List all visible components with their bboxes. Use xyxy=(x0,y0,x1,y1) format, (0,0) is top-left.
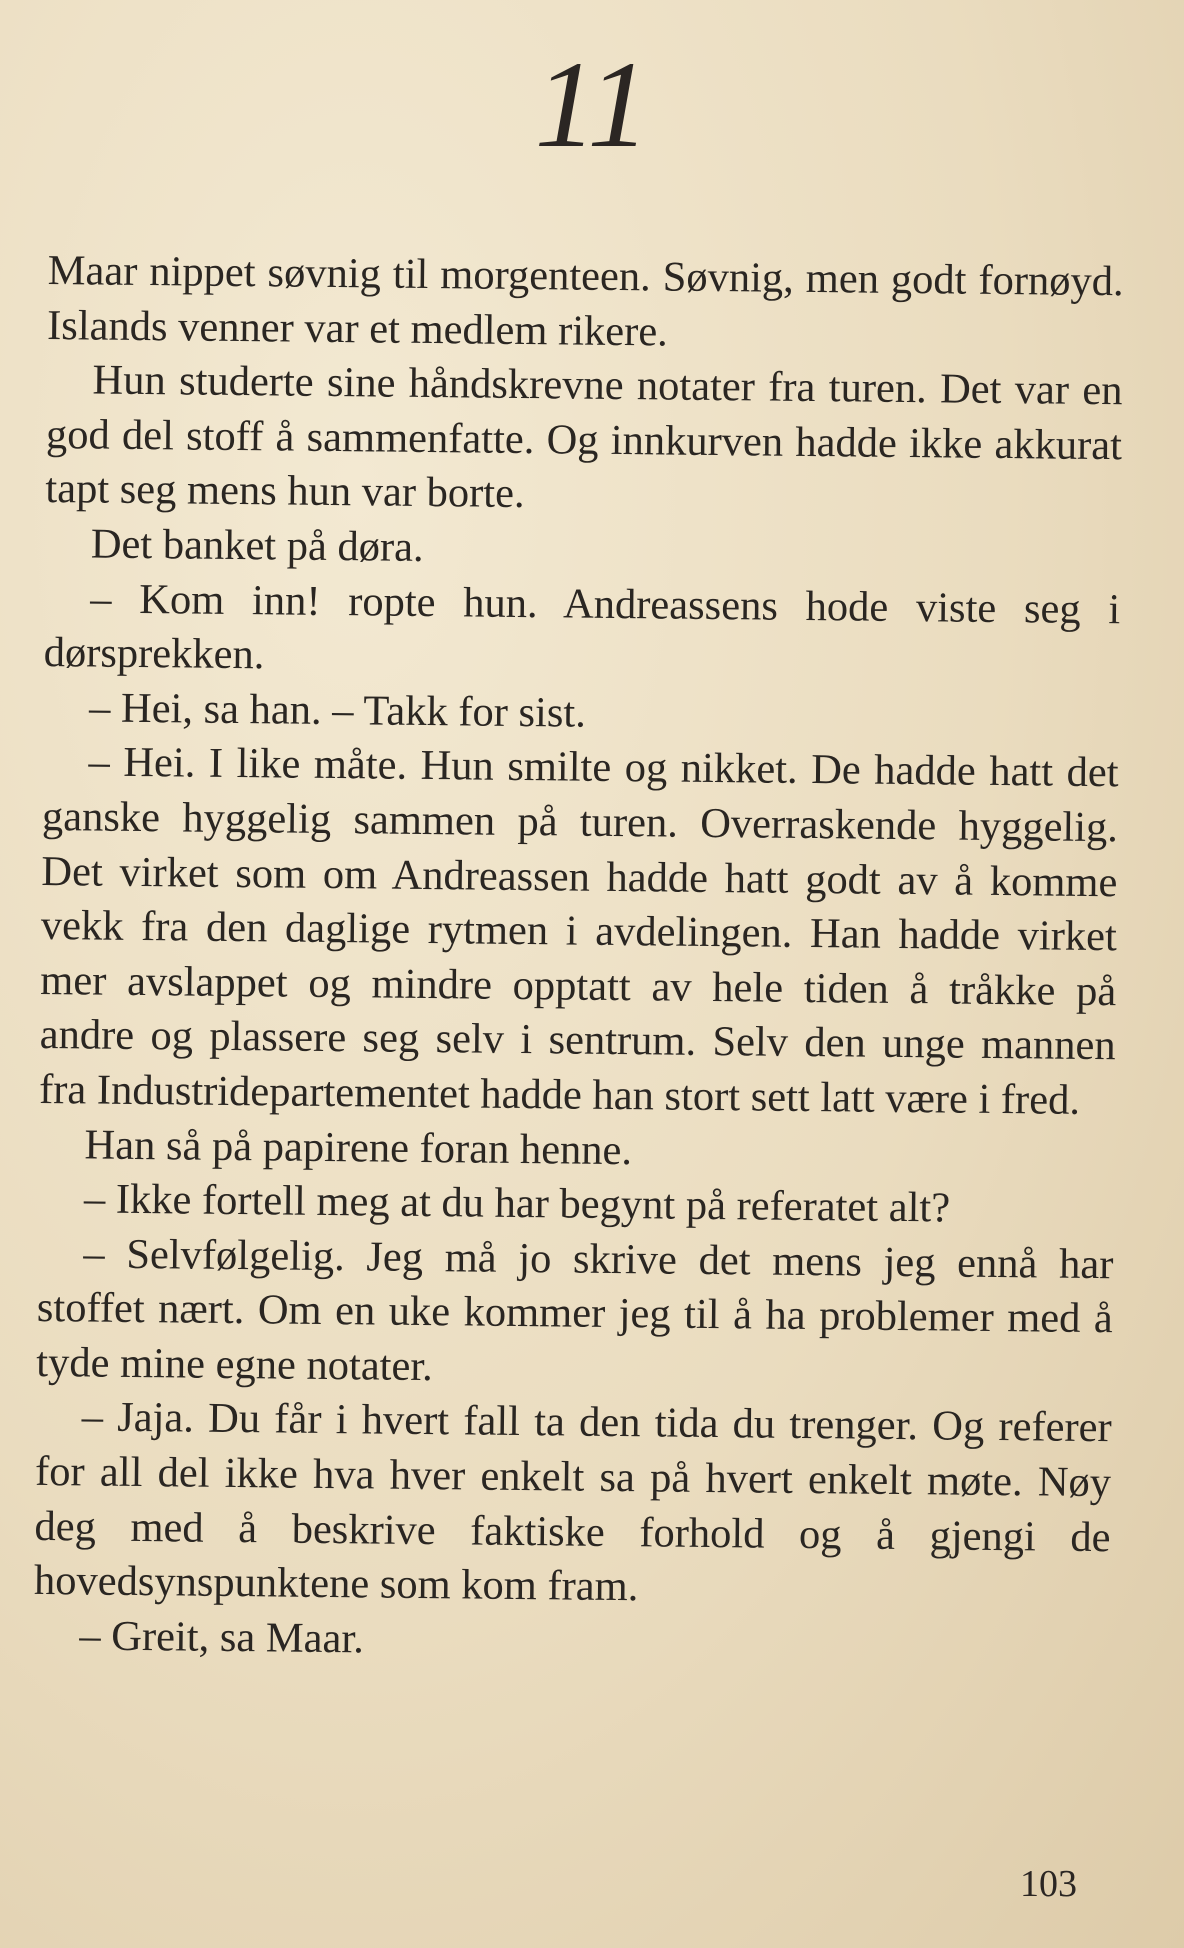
dialogue-paragraph: – Selvfølgelig. Jeg må jo skrive det mens jeg ennå har stoffet nært. Om en uke kommer jeg til å ha problemer med å tyde mine egne notater. xyxy=(36,1230,1114,1390)
page-number: 103 xyxy=(1020,1863,1077,1905)
dialogue-paragraph: – Kom inn! ropte hun. Andreassens hode viste seg i dørsprekken. xyxy=(43,575,1121,679)
dialogue-paragraph: – Greit, sa Maar. xyxy=(79,1612,365,1663)
paragraph: Det banket på døra. xyxy=(90,520,424,571)
dialogue-paragraph: – Hei, sa han. – Takk for sist. xyxy=(88,684,587,737)
paragraph: Maar nippet søvnig til morgenteen. Søvnig, men godt fornøyd. Islands venner var et medlem rikere. xyxy=(46,246,1124,356)
paragraph: Han så på papirene foran henne. xyxy=(84,1120,633,1174)
body-text xyxy=(33,244,1124,1675)
dialogue-paragraph: – Jaja. Du får i hvert fall ta den tida du trenger. Og referer for all del ikke hva hver enkelt sa på hvert enkelt møte. Nøy deg med å beskrive faktiske forhold og å gjengi de hovedsynspunktene som kom fram. xyxy=(33,1393,1112,1611)
dialogue-paragraph: – Hei. I like måte. Hun smilte og nikket. De hadde hatt det ganske hyggelig sammen på turen. Overraskende hyggelig. Det virket som om Andreassen hadde hatt godt av å komme vekk fra den daglige rytmen i avdelingen. Han hadde virket mer avslappet og mindre opptatt av hele tiden å tråkke på andre og plassere seg selv i sentrum. Selv den unge mannen fra Industridepartementet hadde han stort sett latt være i fred. xyxy=(38,738,1119,1124)
dialogue-paragraph: – Ikke fortell meg at du har begynt på referatet alt? xyxy=(83,1175,951,1232)
paragraph: Hun studerte sine håndskrevne notater fra turen. Det var en god del stoff å sammenfatte. Og innkurven hadde ikke akkurat tapt seg mens hun var borte. xyxy=(45,356,1123,518)
chapter-number: 11 xyxy=(534,36,650,173)
